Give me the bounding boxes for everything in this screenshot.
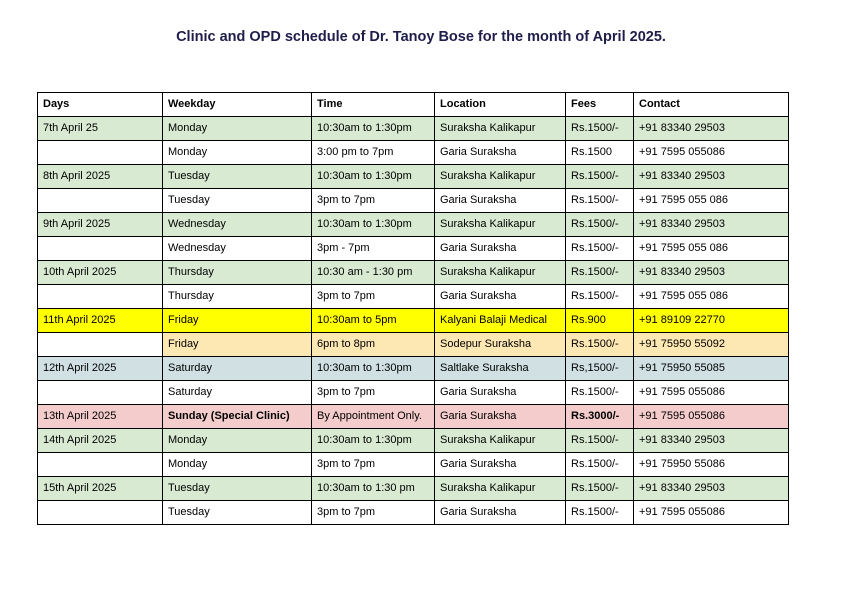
weekday-cell: Monday [163,141,312,165]
table-row [38,477,789,501]
day-cell [38,333,163,357]
time-cell: 10:30am to 1:30pm [312,117,435,141]
table-row [38,189,789,213]
time-cell: By Appointment Only. [312,405,435,429]
day-cell [38,501,163,525]
contact-cell: +91 83340 29503 [634,117,789,141]
location-cell: Garia Suraksha [435,381,566,405]
contact-cell: +91 7595 055086 [634,381,789,405]
table-row [38,117,789,141]
weekday-cell: Saturday [163,357,312,381]
fees-cell: Rs.1500/- [566,453,634,477]
time-cell: 3pm - 7pm [312,237,435,261]
day-cell: 15th April 2025 [38,477,163,501]
location-cell: Suraksha Kalikapur [435,213,566,237]
column-header: Location [435,93,566,117]
day-cell [38,237,163,261]
time-cell: 10:30am to 1:30pm [312,429,435,453]
weekday-cell: Saturday [163,381,312,405]
page-title: Clinic and OPD schedule of Dr. Tanoy Bose for the month of April 2025. [176,29,666,45]
day-cell [38,285,163,309]
day-cell: 8th April 2025 [38,165,163,189]
day-cell [38,381,163,405]
table-row [38,333,789,357]
weekday-cell: Monday [163,117,312,141]
location-cell: Garia Suraksha [435,405,566,429]
day-cell: 11th April 2025 [38,309,163,333]
time-cell: 3pm to 7pm [312,285,435,309]
contact-cell: +91 7595 055086 [634,501,789,525]
contact-cell: +91 83340 29503 [634,213,789,237]
fees-cell: Rs,1500/- [566,357,634,381]
time-cell: 3:00 pm to 7pm [312,141,435,165]
location-cell: Suraksha Kalikapur [435,477,566,501]
table-row [38,357,789,381]
fees-cell: Rs.1500/- [566,165,634,189]
day-cell [38,189,163,213]
contact-cell: +91 83340 29503 [634,261,789,285]
schedule-table [37,92,789,525]
contact-cell: +91 83340 29503 [634,429,789,453]
weekday-cell: Thursday [163,261,312,285]
fees-cell: Rs.1500/- [566,189,634,213]
table-row [38,141,789,165]
day-cell [38,141,163,165]
table-row [38,261,789,285]
fees-cell: Rs.1500/- [566,285,634,309]
location-cell: Garia Suraksha [435,285,566,309]
contact-cell: +91 7595 055 086 [634,237,789,261]
time-cell: 10:30am to 5pm [312,309,435,333]
contact-cell: +91 83340 29503 [634,165,789,189]
fees-cell: Rs.1500/- [566,237,634,261]
location-cell: Kalyani Balaji Medical [435,309,566,333]
weekday-cell: Monday [163,429,312,453]
contact-cell: +91 75950 55086 [634,453,789,477]
weekday-cell: Sunday (Special Clinic) [163,405,312,429]
table-row [38,285,789,309]
contact-cell: +91 7595 055 086 [634,189,789,213]
location-cell: Sodepur Suraksha [435,333,566,357]
fees-cell: Rs.1500/- [566,501,634,525]
contact-cell: +91 75950 55085 [634,357,789,381]
weekday-cell: Friday [163,309,312,333]
location-cell: Suraksha Kalikapur [435,429,566,453]
weekday-cell: Tuesday [163,477,312,501]
day-cell: 7th April 25 [38,117,163,141]
time-cell: 3pm to 7pm [312,501,435,525]
column-header: Time [312,93,435,117]
time-cell: 10:30am to 1:30pm [312,213,435,237]
table-row [38,405,789,429]
fees-cell: Rs.1500/- [566,117,634,141]
time-cell: 6pm to 8pm [312,333,435,357]
time-cell: 10:30am to 1:30pm [312,165,435,189]
day-cell: 10th April 2025 [38,261,163,285]
contact-cell: +91 7595 055 086 [634,285,789,309]
day-cell: 14th April 2025 [38,429,163,453]
fees-cell: Rs.1500 [566,141,634,165]
fees-cell: Rs.1500/- [566,213,634,237]
time-cell: 3pm to 7pm [312,453,435,477]
day-cell: 9th April 2025 [38,213,163,237]
weekday-cell: Wednesday [163,213,312,237]
fees-cell: Rs.1500/- [566,261,634,285]
contact-cell: +91 89109 22770 [634,309,789,333]
time-cell: 3pm to 7pm [312,381,435,405]
weekday-cell: Tuesday [163,501,312,525]
contact-cell: +91 83340 29503 [634,477,789,501]
weekday-cell: Wednesday [163,237,312,261]
table-row [38,213,789,237]
weekday-cell: Friday [163,333,312,357]
day-cell: 13th April 2025 [38,405,163,429]
fees-cell: Rs.1500/- [566,333,634,357]
location-cell: Garia Suraksha [435,453,566,477]
table-row [38,237,789,261]
day-cell: 12th April 2025 [38,357,163,381]
time-cell: 10:30am to 1:30 pm [312,477,435,501]
weekday-cell: Monday [163,453,312,477]
column-header: Contact [634,93,789,117]
weekday-cell: Tuesday [163,165,312,189]
weekday-cell: Thursday [163,285,312,309]
time-cell: 10:30am to 1:30pm [312,357,435,381]
location-cell: Garia Suraksha [435,189,566,213]
fees-cell: Rs.1500/- [566,429,634,453]
location-cell: Suraksha Kalikapur [435,165,566,189]
location-cell: Saltlake Suraksha [435,357,566,381]
table-row [38,501,789,525]
column-header: Fees [566,93,634,117]
fees-cell: Rs.1500/- [566,381,634,405]
weekday-cell: Tuesday [163,189,312,213]
location-cell: Garia Suraksha [435,141,566,165]
table-body [38,117,789,525]
column-header: Days [38,93,163,117]
location-cell: Suraksha Kalikapur [435,261,566,285]
contact-cell: +91 75950 55092 [634,333,789,357]
fees-cell: Rs.3000/- [566,405,634,429]
table-row [38,381,789,405]
location-cell: Garia Suraksha [435,501,566,525]
table-row [38,429,789,453]
table-row [38,165,789,189]
time-cell: 3pm to 7pm [312,189,435,213]
contact-cell: +91 7595 055086 [634,141,789,165]
contact-cell: +91 7595 055086 [634,405,789,429]
day-cell [38,453,163,477]
table-header-row [38,93,789,117]
location-cell: Garia Suraksha [435,237,566,261]
table-row [38,453,789,477]
column-header: Weekday [163,93,312,117]
fees-cell: Rs.1500/- [566,477,634,501]
time-cell: 10:30 am - 1:30 pm [312,261,435,285]
table-row [38,309,789,333]
fees-cell: Rs.900 [566,309,634,333]
location-cell: Suraksha Kalikapur [435,117,566,141]
